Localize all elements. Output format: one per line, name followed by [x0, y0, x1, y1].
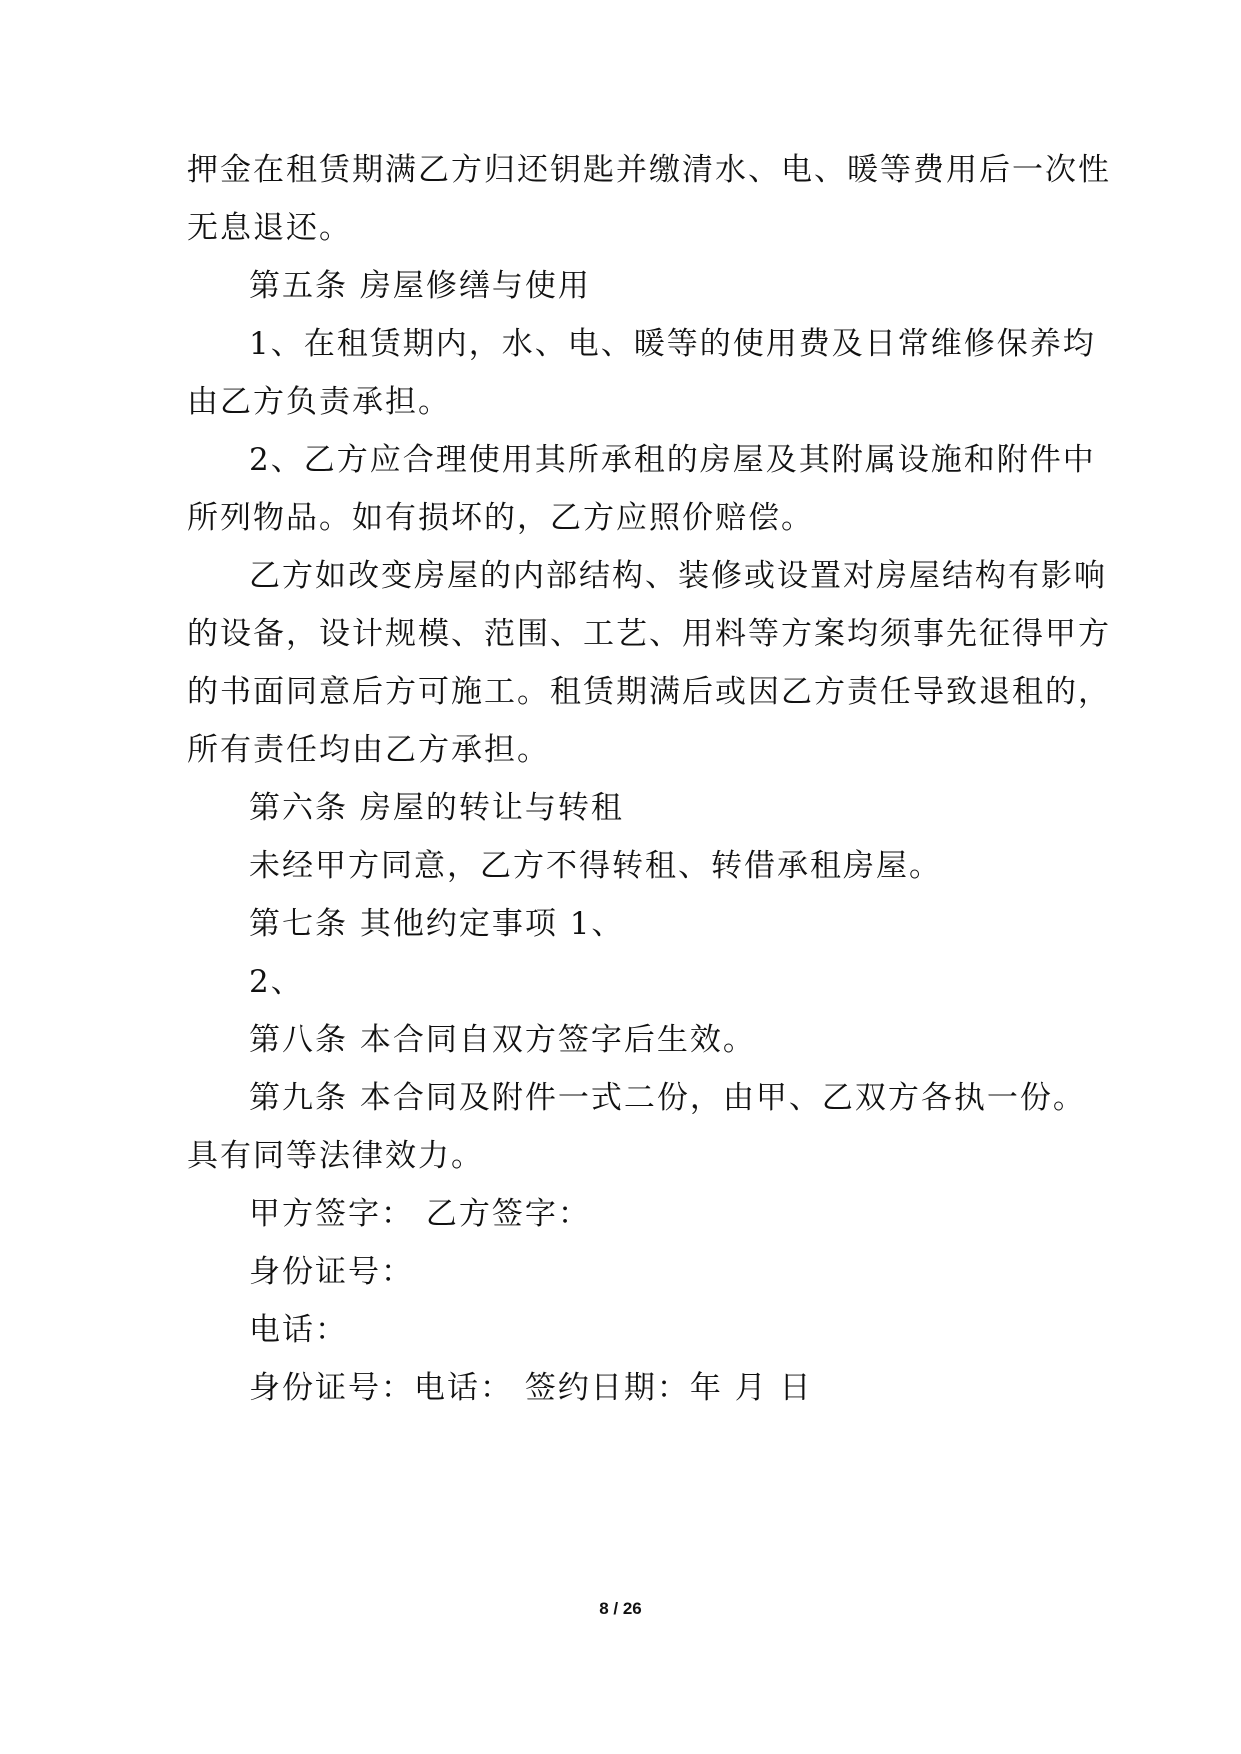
text-line: 的书面同意后方可施工。租赁期满后或因乙方责任导致退租的， — [187, 674, 1111, 710]
text-line: 押金在租赁期满乙方归还钥匙并缴清水、电、暖等费用后一次性 — [187, 152, 1111, 188]
text-line: 乙方如改变房屋的内部结构、装修或设置对房屋结构有影响 — [249, 558, 1107, 594]
text-line: 2、 — [249, 964, 304, 1000]
article-heading: 第六条 房屋的转让与转租 — [249, 790, 624, 826]
text-line: 所列物品。如有损坏的，乙方应照价赔偿。 — [187, 500, 814, 536]
text-line: 未经甲方同意，乙方不得转租、转借承租房屋。 — [249, 848, 942, 884]
article-heading: 第五条 房屋修缮与使用 — [249, 268, 591, 304]
article-heading: 第八条 本合同自双方签字后生效。 — [249, 1022, 756, 1058]
text-line: 由乙方负责承担。 — [187, 384, 451, 420]
text-line: 所有责任均由乙方承担。 — [187, 732, 550, 768]
id-number-line: 身份证号： — [249, 1254, 414, 1290]
article-heading: 第七条 其他约定事项 1、 — [249, 906, 625, 942]
article-heading: 第九条 本合同及附件一式二份，由甲、乙双方各执一份。 — [249, 1080, 1086, 1116]
text-line: 1、在租赁期内，水、电、暖等的使用费及日常维修保养均 — [249, 326, 1096, 362]
page-number: 8 / 26 — [599, 1599, 642, 1618]
phone-line: 电话： — [249, 1312, 348, 1348]
text-line: 的设备，设计规模、范围、工艺、用料等方案均须事先征得甲方 — [187, 616, 1111, 652]
text-line: 无息退还。 — [187, 210, 352, 246]
signing-date-line: 身份证号：电话： 签约日期：年 月 日 — [249, 1370, 813, 1406]
signature-line: 甲方签字： 乙方签字： — [249, 1196, 591, 1232]
text-line: 2、乙方应合理使用其所承租的房屋及其附属设施和附件中 — [249, 442, 1096, 478]
text-line: 具有同等法律效力。 — [187, 1138, 484, 1174]
